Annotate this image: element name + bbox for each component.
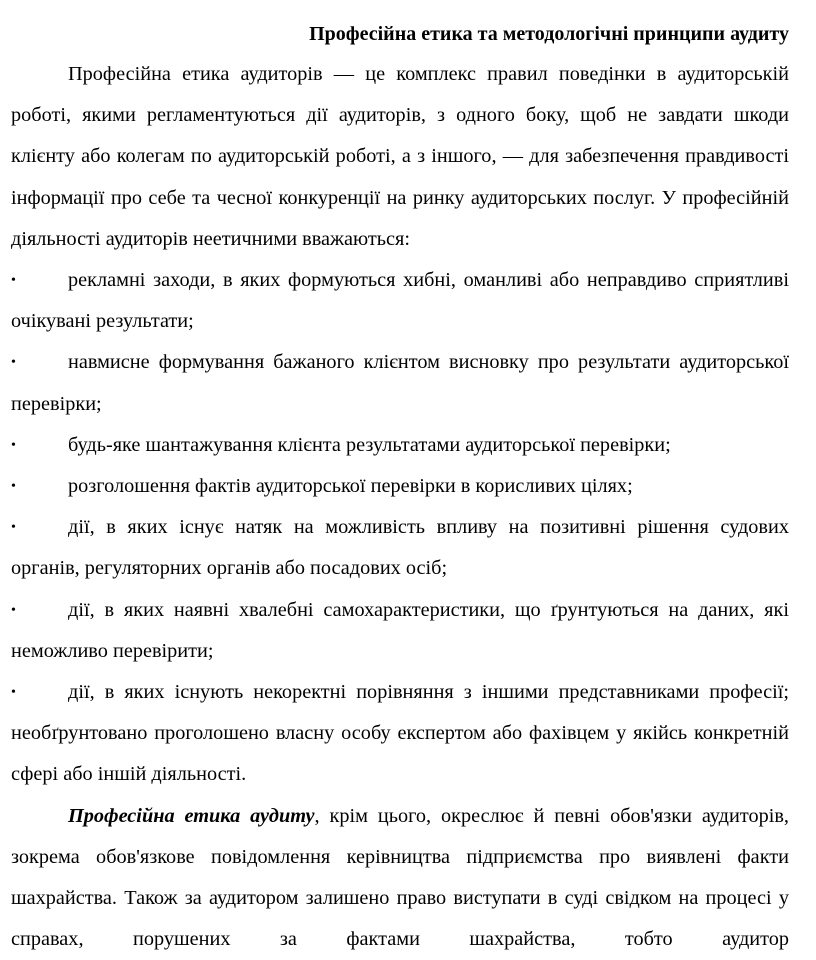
list-item-text: дії, в яких наявні хвалебні самохарактеристики, що ґрунтуються на даних, які неможливо перевірити; xyxy=(11,598,789,662)
document-title: Професійна етика та методологічні принципи аудиту xyxy=(309,23,789,45)
bullet-icon: • xyxy=(11,273,16,289)
intro-paragraph: Професійна етика аудиторів — це комплекс правил поведінки в аудиторській роботі, якими регламентуються дії аудиторів, з одного боку, щоб не завдати шкоди клієнту або колегам по аудиторській роботі, а з іншого, — для забезпечення правдивості інформації про себе та чесної конкуренції на ринку аудиторських послуг. У професійній діяльності аудиторів неетичними вважаються: xyxy=(11,63,789,250)
list-item-text: будь-яке шантажування клієнта результатами аудиторської перевірки; xyxy=(68,433,671,456)
list-item xyxy=(11,466,789,507)
bullet-icon: • xyxy=(11,685,16,701)
bullet-icon: • xyxy=(11,437,16,453)
document-page xyxy=(11,14,789,960)
list-item xyxy=(11,590,789,672)
bullet-icon: • xyxy=(11,355,16,371)
list-item xyxy=(11,425,789,466)
bullet-icon: • xyxy=(11,520,16,536)
closing-paragraph xyxy=(11,796,789,960)
bullet-icon: • xyxy=(11,479,16,495)
bullet-icon: • xyxy=(11,602,16,618)
closing-emphasis: Професійна етика аудиту xyxy=(68,804,315,827)
list-item-text: дії, в яких існує натяк на можливість впливу на позитивні рішення судових органів, регуляторних органів або посадових осіб; xyxy=(11,516,789,580)
list-item xyxy=(11,507,789,589)
list-item-text: розголошення фактів аудиторської перевірки в корисливих цілях; xyxy=(68,475,633,498)
list-item xyxy=(11,260,789,342)
list-item xyxy=(11,672,789,796)
list-item-text: рекламні заходи, в яких формуються хибні, оманливі або неправдиво сприятливі очікувані результати; xyxy=(11,269,789,333)
closing-text: , крім цього, окреслює й певні обов'язки аудиторів, зокрема обов'язкове повідомлення керівництва підприємства про виявлені факти шахрайства. Також за аудитором залишено право виступати в суді свідком на процесі у справах, порушених за фактами шахрайства, тобто аудитор xyxy=(11,804,790,951)
list-item xyxy=(11,342,789,424)
list-item-text: навмисне формування бажаного клієнтом висновку про результати аудиторської перевірки; xyxy=(11,351,789,415)
list-item-text: дії, в яких існують некоректні порівняння з іншими представниками професії; необґрунтовано проголошено власну особу експертом або фахівцем у якійсь конкретній сфері або іншій діяльності. xyxy=(11,681,789,786)
bullet-list xyxy=(11,260,789,796)
